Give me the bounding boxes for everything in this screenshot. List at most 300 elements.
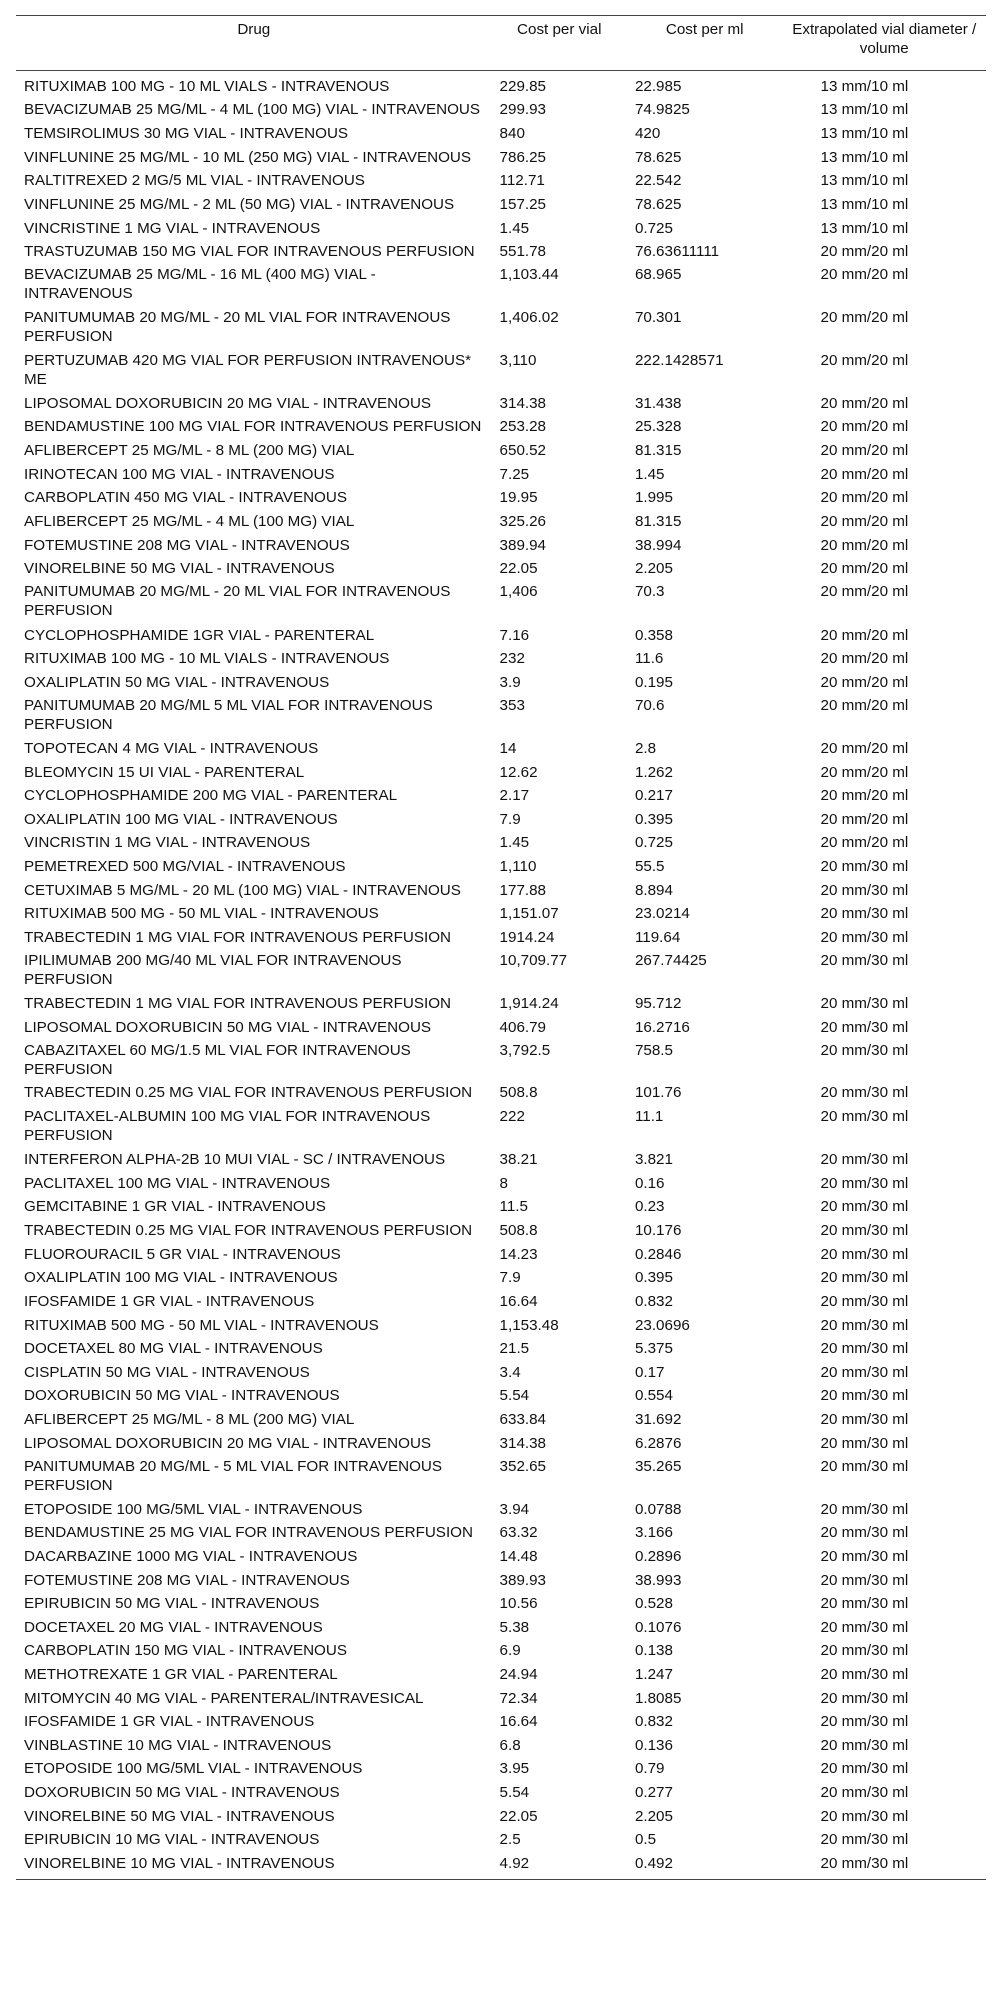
drug-cell: CETUXIMAB 5 MG/ML - 20 ML (100 MG) VIAL - INTRAVENOUS — [24, 881, 461, 899]
cost-per-vial-cell: 22.05 — [499, 560, 538, 578]
vial-size-cell: 20 mm/30 ml — [820, 1018, 909, 1036]
cost-per-vial-cell: 5.54 — [499, 1387, 530, 1405]
drug-cell: CARBOPLATIN 150 MG VIAL - INTRAVENOUS — [24, 1642, 347, 1660]
drug-cell: BEVACIZUMAB 25 MG/ML - 4 ML (100 MG) VIAL - INTRAVENOUS — [24, 101, 480, 119]
cost-per-vial-cell: 253.28 — [499, 418, 546, 436]
cost-per-ml-cell: 78.625 — [634, 196, 682, 214]
vial-size-cell: 20 mm/20 ml — [820, 696, 909, 714]
vial-size-cell: 20 mm/30 ml — [820, 1595, 909, 1613]
table-row — [16, 1709, 986, 1733]
table-row — [16, 486, 986, 510]
cost-per-vial-cell: 1,406.02 — [499, 309, 559, 327]
drug-cell: EPIRUBICIN 50 MG VIAL - INTRAVENOUS — [24, 1595, 320, 1613]
table-row — [16, 1015, 986, 1039]
vial-size-cell: 13 mm/10 ml — [820, 125, 909, 143]
drug-cell: GEMCITABINE 1 GR VIAL - INTRAVENOUS — [24, 1198, 326, 1216]
cost-per-vial-cell: 19.95 — [499, 489, 538, 507]
vial-size-cell: 13 mm/10 ml — [820, 219, 909, 237]
cost-per-ml-cell: 0.16 — [634, 1174, 665, 1192]
cost-per-ml-cell: 68.965 — [634, 266, 682, 284]
cost-per-vial-cell: 786.25 — [499, 148, 546, 166]
table-row — [16, 646, 986, 670]
table-row — [16, 1639, 986, 1663]
cost-per-vial-cell: 389.93 — [499, 1571, 546, 1589]
table-row — [16, 192, 986, 216]
drug-cell: VINBLASTINE 10 MG VIAL - INTRAVENOUS — [24, 1736, 332, 1754]
drug-cell: OXALIPLATIN 50 MG VIAL - INTRAVENOUS — [24, 673, 330, 691]
table-row — [16, 509, 986, 533]
table-row — [16, 670, 986, 694]
table-row — [16, 1266, 986, 1290]
cost-per-vial-cell: 21.5 — [499, 1340, 530, 1358]
cost-per-ml-cell: 23.0214 — [634, 905, 690, 923]
vial-size-cell: 20 mm/30 ml — [820, 1387, 909, 1405]
table-row — [16, 901, 986, 925]
vial-size-cell: 20 mm/30 ml — [820, 1736, 909, 1754]
table-row — [16, 623, 986, 647]
table-row — [16, 1147, 986, 1171]
table-row — [16, 925, 986, 949]
vial-size-cell: 20 mm/20 ml — [820, 418, 909, 436]
cost-per-vial-cell: 2.17 — [499, 787, 530, 805]
vial-size-cell: 20 mm/20 ml — [820, 465, 909, 483]
vial-size-cell: 20 mm/30 ml — [820, 1457, 909, 1475]
drug-cell: LIPOSOMAL DOXORUBICIN 50 MG VIAL - INTRAVENOUS — [24, 1018, 432, 1036]
cost-per-ml-cell: 31.692 — [634, 1410, 682, 1428]
header-cost-per-vial: Cost per vial — [492, 16, 627, 71]
cost-per-vial-cell: 508.8 — [499, 1084, 538, 1102]
drug-cell: DACARBAZINE 1000 MG VIAL - INTRAVENOUS — [24, 1548, 358, 1566]
vial-size-cell: 13 mm/10 ml — [820, 148, 909, 166]
cost-per-ml-cell: 0.0788 — [634, 1500, 682, 1518]
cost-per-vial-cell: 1,153.48 — [499, 1316, 559, 1334]
vial-size-cell: 20 mm/20 ml — [820, 740, 909, 757]
vial-size-cell: 20 mm/30 ml — [820, 1410, 909, 1428]
cost-per-vial-cell: 5.38 — [499, 1618, 530, 1636]
drug-cell: IFOSFAMIDE 1 GR VIAL - INTRAVENOUS — [24, 1292, 315, 1310]
drug-cell: PACLITAXEL 100 MG VIAL - INTRAVENOUS — [24, 1174, 331, 1192]
drug-cell: CISPLATIN 50 MG VIAL - INTRAVENOUS — [24, 1363, 310, 1381]
drug-cell: DOXORUBICIN 50 MG VIAL - INTRAVENOUS — [24, 1387, 340, 1405]
drug-cost-table — [16, 15, 986, 1880]
table-row — [16, 1454, 986, 1497]
drug-cell: OXALIPLATIN 100 MG VIAL - INTRAVENOUS — [24, 1269, 338, 1287]
vial-size-cell: 20 mm/20 ml — [820, 242, 909, 260]
cost-per-vial-cell: 6.9 — [499, 1642, 521, 1660]
cost-per-vial-cell: 314.38 — [499, 1434, 546, 1452]
drug-cell: VINFLUNINE 25 MG/ML - 2 ML (50 MG) VIAL - INTRAVENOUS — [24, 196, 455, 214]
cost-per-vial-cell: 4.92 — [492, 1851, 627, 1879]
vial-size-cell: 20 mm/30 ml — [820, 1245, 909, 1263]
drug-cell: BEVACIZUMAB 25 MG/ML - 16 ML (400 MG) VIAL - INTRAVENOUS — [24, 266, 376, 303]
cost-per-ml-cell: 0.136 — [634, 1736, 673, 1754]
table-header — [16, 16, 986, 71]
cost-per-ml-cell: 10.176 — [634, 1221, 682, 1239]
cost-per-ml-cell: 81.315 — [634, 513, 682, 531]
vial-size-cell: 20 mm/20 ml — [820, 536, 909, 554]
cost-per-vial-cell: 38.21 — [499, 1151, 538, 1169]
drug-cell: VINORELBINE 10 MG VIAL - INTRAVENOUS — [16, 1851, 492, 1879]
drug-cell: DOCETAXEL 80 MG VIAL - INTRAVENOUS — [24, 1340, 323, 1358]
cost-per-vial-cell: 16.64 — [499, 1713, 538, 1731]
cost-per-vial-cell: 1,406 — [499, 583, 538, 601]
cost-per-vial-cell: 352.65 — [499, 1457, 546, 1475]
table-row — [16, 71, 986, 98]
drug-cell: VINORELBINE 50 MG VIAL - INTRAVENOUS — [24, 560, 335, 578]
vial-size-cell: 20 mm/30 ml — [820, 1174, 909, 1192]
drug-cell: TRABECTEDIN 0.25 MG VIAL FOR INTRAVENOUS PERFUSION — [24, 1221, 473, 1239]
cost-per-vial-cell: 7.25 — [499, 465, 530, 483]
cost-per-ml-cell: 0.138 — [634, 1642, 673, 1660]
cost-per-vial-cell: 14 — [499, 740, 517, 757]
cost-per-ml-cell: 81.315 — [634, 442, 682, 460]
table-row — [16, 216, 986, 240]
drug-cell: TEMSIROLIMUS 30 MG VIAL - INTRAVENOUS — [24, 125, 349, 143]
cost-per-vial-cell: 406.79 — [499, 1018, 546, 1036]
cost-per-ml-cell: 1.995 — [634, 489, 673, 507]
cost-per-ml-cell: 35.265 — [634, 1457, 682, 1475]
drug-cell: IRINOTECAN 100 MG VIAL - INTRAVENOUS — [24, 465, 335, 483]
cost-per-vial-cell: 3.94 — [499, 1500, 530, 1518]
table-row — [16, 1521, 986, 1545]
vial-size-cell: 20 mm/30 ml — [820, 1666, 909, 1684]
vial-size-cell: 20 mm/20 ml — [820, 442, 909, 460]
cost-per-ml-cell: 1.45 — [634, 465, 665, 483]
cost-per-ml-cell: 267.74425 — [634, 951, 707, 969]
table-row — [16, 1615, 986, 1639]
cost-per-ml-cell: 55.5 — [634, 857, 665, 875]
drug-cell: TRABECTEDIN 1 MG VIAL FOR INTRAVENOUS PERFUSION — [24, 995, 451, 1013]
table-row — [16, 1497, 986, 1521]
cost-per-ml-cell: 0.832 — [634, 1713, 673, 1731]
vial-size-cell: 20 mm/30 ml — [820, 1760, 909, 1778]
cost-per-ml-cell: 0.1076 — [634, 1618, 682, 1636]
drug-cell: PANITUMUMAB 20 MG/ML - 20 ML VIAL FOR INTRAVENOUS PERFUSION — [24, 309, 451, 346]
vial-size-cell: 20 mm/20 ml — [820, 583, 909, 601]
cost-per-ml-cell: 1.262 — [634, 763, 673, 781]
table-row — [16, 1686, 986, 1710]
cost-per-ml-cell: 0.725 — [634, 219, 673, 237]
vial-size-cell: 20 mm/30 ml — [820, 1198, 909, 1216]
cost-per-vial-cell: 840 — [499, 125, 525, 143]
cost-per-ml-cell: 78.625 — [634, 148, 682, 166]
cost-per-ml-cell: 0.217 — [634, 787, 673, 805]
cost-per-ml-cell: 11.6 — [634, 650, 664, 668]
drug-cell: PERTUZUMAB 420 MG VIAL FOR PERFUSION INTRAVENOUS* ME — [24, 351, 471, 388]
cost-per-ml-cell: 0.2846 — [634, 1245, 682, 1263]
table-row — [16, 263, 986, 306]
cost-per-vial-cell: 16.64 — [499, 1292, 538, 1310]
table-row — [16, 580, 986, 623]
cost-per-ml-cell: 22.985 — [634, 78, 682, 95]
table-row — [16, 98, 986, 122]
cost-per-ml-cell: 11.1 — [634, 1108, 664, 1126]
table-row — [16, 1780, 986, 1804]
table-row — [16, 1360, 986, 1384]
table-row — [16, 1851, 986, 1879]
drug-cell: CYCLOPHOSPHAMIDE 1GR VIAL - PARENTERAL — [24, 626, 375, 644]
drug-cell: OXALIPLATIN 100 MG VIAL - INTRAVENOUS — [24, 810, 338, 828]
vial-size-cell: 20 mm/30 ml — [820, 1269, 909, 1287]
cost-per-vial-cell: 12.62 — [499, 763, 538, 781]
vial-size-cell: 13 mm/10 ml — [820, 196, 909, 214]
table-row — [16, 1081, 986, 1105]
vial-size-cell: 20 mm/30 ml — [820, 995, 909, 1013]
cost-per-vial-cell: 299.93 — [499, 101, 546, 119]
cost-per-vial-cell: 229.85 — [499, 78, 546, 95]
drug-cell: PANITUMUMAB 20 MG/ML 5 ML VIAL FOR INTRAVENOUS PERFUSION — [24, 696, 433, 733]
cost-per-ml-cell: 3.821 — [634, 1151, 673, 1169]
vial-size-cell: 20 mm/20 ml — [820, 787, 909, 805]
drug-cell: VINORELBINE 50 MG VIAL - INTRAVENOUS — [24, 1807, 335, 1825]
cost-per-ml-cell: 31.438 — [634, 395, 682, 412]
vial-size-cell: 20 mm/30 ml — [820, 881, 909, 899]
vial-size-cell: 20 mm/30 ml — [820, 1689, 909, 1707]
table-row — [16, 1407, 986, 1431]
cost-per-ml-cell: 0.528 — [634, 1595, 673, 1613]
table-row — [16, 736, 986, 760]
table-row — [16, 1827, 986, 1851]
vial-size-cell: 13 mm/10 ml — [820, 101, 909, 119]
drug-cell: DOCETAXEL 20 MG VIAL - INTRAVENOUS — [24, 1618, 323, 1636]
cost-per-ml-cell: 5.375 — [634, 1340, 673, 1358]
vial-size-cell: 20 mm/30 ml — [820, 1523, 909, 1541]
vial-size-cell: 20 mm/30 ml — [783, 1851, 986, 1879]
header-row — [16, 16, 986, 71]
cost-per-vial-cell: 3,110 — [499, 351, 537, 369]
table-row — [16, 1313, 986, 1337]
cost-per-vial-cell: 1,914.24 — [499, 995, 559, 1013]
cost-per-vial-cell: 2.5 — [499, 1831, 521, 1849]
table-row — [16, 760, 986, 784]
table-row — [16, 239, 986, 263]
table-row — [16, 415, 986, 439]
vial-size-cell: 20 mm/30 ml — [820, 1041, 909, 1059]
table-row — [16, 1757, 986, 1781]
cost-per-ml-cell: 119.64 — [634, 928, 681, 946]
drug-cell: LIPOSOMAL DOXORUBICIN 20 MG VIAL - INTRAVENOUS — [24, 1434, 432, 1452]
cost-per-vial-cell: 6.8 — [499, 1736, 521, 1754]
vial-size-cell: 20 mm/20 ml — [820, 650, 909, 668]
cost-per-ml-cell: 25.328 — [634, 418, 682, 436]
drug-cell: TRASTUZUMAB 150 MG VIAL FOR INTRAVENOUS PERFUSION — [24, 242, 475, 260]
cost-per-ml-cell: 758.5 — [634, 1041, 673, 1059]
vial-size-cell: 20 mm/20 ml — [820, 763, 909, 781]
vial-size-cell: 20 mm/30 ml — [820, 1571, 909, 1589]
cost-per-ml-cell: 70.301 — [634, 309, 682, 327]
drug-cell: TRABECTEDIN 1 MG VIAL FOR INTRAVENOUS PERFUSION — [24, 928, 451, 946]
drug-cell: RALTITREXED 2 MG/5 ML VIAL - INTRAVENOUS — [24, 172, 365, 190]
vial-size-cell: 20 mm/20 ml — [820, 395, 909, 412]
cost-per-ml-cell: 2.205 — [634, 1807, 673, 1825]
cost-per-ml-cell: 76.63611111 — [634, 242, 720, 260]
cost-per-vial-cell: 11.5 — [499, 1198, 528, 1216]
drug-cell: FOTEMUSTINE 208 MG VIAL - INTRAVENOUS — [24, 1571, 350, 1589]
cost-per-vial-cell: 232 — [499, 650, 525, 668]
cost-per-ml-cell: 0.5 — [634, 1831, 657, 1849]
drug-cell: AFLIBERCEPT 25 MG/ML - 4 ML (100 MG) VIAL — [24, 513, 355, 531]
table-row — [16, 694, 986, 737]
drug-cell: FOTEMUSTINE 208 MG VIAL - INTRAVENOUS — [24, 536, 350, 554]
drug-cell: AFLIBERCEPT 25 MG/ML - 8 ML (200 MG) VIAL — [24, 442, 355, 460]
cost-per-ml-cell: 222.1428571 — [634, 351, 724, 369]
vial-size-cell: 20 mm/20 ml — [820, 834, 909, 852]
cost-per-vial-cell: 157.25 — [499, 196, 546, 214]
table-row — [16, 1195, 986, 1219]
vial-size-cell: 20 mm/20 ml — [820, 560, 909, 578]
vial-size-cell: 20 mm/30 ml — [820, 1340, 909, 1358]
drug-cell: IPILIMUMAB 200 MG/40 ML VIAL FOR INTRAVENOUS PERFUSION — [24, 951, 402, 988]
vial-size-cell: 20 mm/20 ml — [820, 626, 909, 644]
table-body — [16, 71, 986, 1880]
cost-per-vial-cell: 10.56 — [499, 1595, 538, 1613]
vial-size-cell: 20 mm/20 ml — [820, 810, 909, 828]
drug-cell: AFLIBERCEPT 25 MG/ML - 8 ML (200 MG) VIAL — [24, 1410, 355, 1428]
vial-size-cell: 20 mm/30 ml — [820, 1084, 909, 1102]
cost-per-ml-cell: 38.994 — [634, 536, 682, 554]
cost-per-vial-cell: 5.54 — [499, 1784, 530, 1801]
vial-size-cell: 20 mm/30 ml — [820, 1500, 909, 1518]
cost-per-ml-cell: 0.17 — [634, 1363, 665, 1381]
vial-size-cell: 20 mm/30 ml — [820, 1221, 909, 1239]
cost-per-ml-cell: 0.277 — [634, 1784, 673, 1801]
drug-cell: CARBOPLATIN 450 MG VIAL - INTRAVENOUS — [24, 489, 347, 507]
table-row — [16, 807, 986, 831]
cost-per-vial-cell: 508.8 — [499, 1221, 538, 1239]
cost-per-ml-cell: 0.23 — [634, 1198, 665, 1216]
table-row — [16, 831, 986, 855]
table-row — [16, 1804, 986, 1828]
cost-per-ml-cell: 101.76 — [634, 1084, 682, 1102]
drug-cell: EPIRUBICIN 10 MG VIAL - INTRAVENOUS — [24, 1831, 320, 1849]
cost-per-vial-cell: 8 — [499, 1174, 508, 1192]
drug-cell: MITOMYCIN 40 MG VIAL - PARENTERAL/INTRAVESICAL — [24, 1689, 424, 1707]
cost-per-vial-cell: 1.45 — [499, 219, 530, 237]
vial-size-cell: 20 mm/30 ml — [820, 1618, 909, 1636]
drug-cell: FLUOROURACIL 5 GR VIAL - INTRAVENOUS — [24, 1245, 341, 1263]
table-row — [16, 121, 986, 145]
vial-size-cell: 20 mm/20 ml — [820, 309, 909, 327]
vial-size-cell: 20 mm/20 ml — [820, 513, 909, 531]
cost-per-vial-cell: 14.23 — [499, 1245, 538, 1263]
cost-per-ml-cell: 2.8 — [634, 740, 657, 757]
header-vial-diameter-volume: Extrapolated vial diameter / volume — [783, 16, 986, 71]
drug-cell: LIPOSOMAL DOXORUBICIN 20 MG VIAL - INTRAVENOUS — [24, 395, 432, 412]
vial-size-cell: 20 mm/30 ml — [820, 1784, 909, 1801]
cost-per-vial-cell: 3.9 — [499, 673, 521, 691]
drug-cost-table-container — [16, 15, 986, 1880]
table-row — [16, 1289, 986, 1313]
cost-per-vial-cell: 633.84 — [499, 1410, 546, 1428]
table-row — [16, 1336, 986, 1360]
table-row — [16, 878, 986, 902]
cost-per-ml-cell: 0.195 — [634, 673, 673, 691]
cost-per-vial-cell: 72.34 — [499, 1689, 538, 1707]
table-row — [16, 949, 986, 992]
cost-per-vial-cell: 3.95 — [499, 1760, 530, 1778]
vial-size-cell: 20 mm/30 ml — [820, 857, 909, 875]
vial-size-cell: 20 mm/30 ml — [820, 905, 909, 923]
cost-per-vial-cell: 1,103.44 — [499, 266, 559, 284]
cost-per-ml-cell: 0.554 — [634, 1387, 673, 1405]
cost-per-ml-cell: 2.205 — [634, 560, 673, 578]
drug-cell: ETOPOSIDE 100 MG/5ML VIAL - INTRAVENOUS — [24, 1760, 363, 1778]
table-row — [16, 1384, 986, 1408]
table-row — [16, 1038, 986, 1081]
cost-per-vial-cell: 353 — [499, 696, 525, 714]
table-row — [16, 462, 986, 486]
cost-per-ml-cell: 8.894 — [634, 881, 673, 899]
cost-per-vial-cell: 3,792.5 — [499, 1041, 551, 1059]
vial-size-cell: 20 mm/30 ml — [820, 1434, 909, 1452]
vial-size-cell: 20 mm/30 ml — [820, 1151, 909, 1169]
table-row — [16, 1105, 986, 1148]
table-row — [16, 1218, 986, 1242]
drug-cell: INTERFERON ALPHA-2B 10 MUI VIAL - SC / INTRAVENOUS — [24, 1151, 446, 1169]
cost-per-ml-cell: 0.395 — [634, 1269, 673, 1287]
cost-per-vial-cell: 14.48 — [499, 1548, 538, 1566]
cost-per-ml-cell: 0.2896 — [634, 1548, 682, 1566]
cost-per-ml-cell: 0.832 — [634, 1292, 673, 1310]
cost-per-vial-cell: 24.94 — [499, 1666, 538, 1684]
table-row — [16, 169, 986, 193]
table-row — [16, 1733, 986, 1757]
cost-per-ml-cell: 38.993 — [634, 1571, 682, 1589]
table-row — [16, 783, 986, 807]
cost-per-ml-cell: 420 — [634, 125, 661, 143]
table-row — [16, 533, 986, 557]
table-row — [16, 438, 986, 462]
cost-per-vial-cell: 1914.24 — [499, 928, 555, 946]
cost-per-ml-cell: 0.395 — [634, 810, 673, 828]
vial-size-cell: 20 mm/30 ml — [820, 1316, 909, 1334]
drug-cell: VINCRISTINE 1 MG VIAL - INTRAVENOUS — [24, 219, 321, 237]
table-row — [16, 145, 986, 169]
cost-per-ml-cell: 6.2876 — [634, 1434, 682, 1452]
vial-size-cell: 20 mm/30 ml — [820, 1363, 909, 1381]
drug-cell: TRABECTEDIN 0.25 MG VIAL FOR INTRAVENOUS PERFUSION — [24, 1084, 473, 1102]
drug-cell: RITUXIMAB 100 MG - 10 ML VIALS - INTRAVENOUS — [24, 78, 390, 95]
cost-per-ml-cell: 70.6 — [634, 696, 665, 714]
drug-cell: PANITUMUMAB 20 MG/ML - 20 ML VIAL FOR INTRAVENOUS PERFUSION — [24, 583, 451, 620]
drug-cell: BENDAMUSTINE 100 MG VIAL FOR INTRAVENOUS PERFUSION — [24, 418, 482, 436]
cost-per-ml-cell: 0.79 — [634, 1760, 665, 1778]
cost-per-vial-cell: 10,709.77 — [499, 951, 568, 969]
table-row — [16, 1591, 986, 1615]
vial-size-cell: 20 mm/20 ml — [820, 351, 909, 369]
drug-cell: PANITUMUMAB 20 MG/ML - 5 ML VIAL FOR INTRAVENOUS PERFUSION — [24, 1457, 442, 1494]
table-row — [16, 1662, 986, 1686]
table-row — [16, 1242, 986, 1266]
cost-per-vial-cell: 1,151.07 — [499, 905, 559, 923]
drug-cell: PEMETREXED 500 MG/VIAL - INTRAVENOUS — [24, 857, 346, 875]
vial-size-cell: 20 mm/30 ml — [820, 1807, 909, 1825]
table-row — [16, 1431, 986, 1455]
cost-per-vial-cell: 63.32 — [499, 1523, 538, 1541]
cost-per-vial-cell: 7.9 — [499, 810, 521, 828]
table-row — [16, 306, 986, 349]
cost-per-ml-cell: 70.3 — [634, 583, 665, 601]
vial-size-cell: 20 mm/30 ml — [820, 1642, 909, 1660]
cost-per-ml-cell: 1.247 — [634, 1666, 673, 1684]
table-row — [16, 391, 986, 415]
vial-size-cell: 20 mm/30 ml — [820, 951, 909, 969]
drug-cell: VINFLUNINE 25 MG/ML - 10 ML (250 MG) VIAL - INTRAVENOUS — [24, 148, 471, 166]
cost-per-ml-cell: 16.2716 — [634, 1018, 690, 1036]
cost-per-vial-cell: 177.88 — [499, 881, 546, 899]
cost-per-vial-cell: 325.26 — [499, 513, 546, 531]
vial-size-cell: 20 mm/20 ml — [820, 266, 909, 284]
